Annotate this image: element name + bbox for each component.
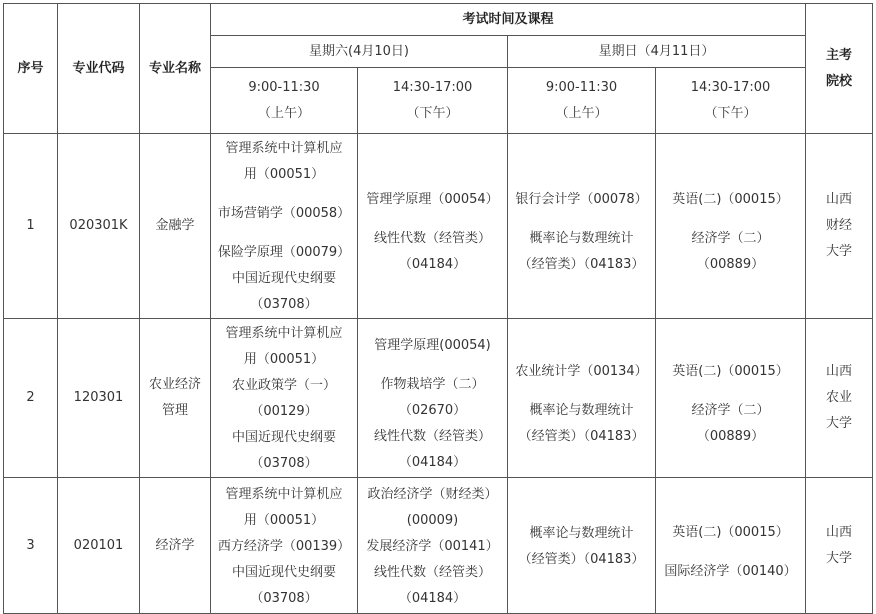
school-line: 大学 xyxy=(826,244,853,259)
school-line: 大学 xyxy=(826,416,853,431)
row-major-name xyxy=(140,134,211,319)
header-slot-sat-pm xyxy=(358,68,508,134)
school-line: 山西 xyxy=(826,364,853,379)
course-line: 管理系统中计算机应 xyxy=(225,326,343,341)
course-line: （04184） xyxy=(398,455,467,470)
header-day-sunday: 星期日（4月11日） xyxy=(508,36,806,68)
exam-schedule-table xyxy=(3,3,873,614)
cell-sun-am xyxy=(508,134,656,319)
course-line: 管理系统中计算机应 xyxy=(225,141,343,156)
cell-sat-am xyxy=(211,319,358,478)
course-line: （00129） xyxy=(250,404,318,419)
cell-sat-am xyxy=(211,478,358,614)
cell-sat-pm xyxy=(358,478,508,614)
course-line: （02670） xyxy=(398,403,467,418)
course-line: 农业政策学（一） xyxy=(231,378,336,393)
slot-period: （下午） xyxy=(406,105,459,121)
school-line: 财经 xyxy=(826,218,853,233)
header-school-line1: 主考 xyxy=(826,47,853,63)
row-major-name xyxy=(140,319,211,478)
course-line: 农业统计学（00134） xyxy=(515,364,648,379)
table-row xyxy=(4,319,873,478)
course-line: （经管类）（04183） xyxy=(518,257,645,272)
course-line: （03708） xyxy=(250,456,318,471)
course-line: 线性代数（经管类） xyxy=(373,429,491,444)
course-line: 中国近现代史纲要 xyxy=(231,271,336,286)
course-line: (00009) xyxy=(406,512,459,528)
course-line: 管理学原理(00054) xyxy=(374,338,491,353)
header-row-title xyxy=(4,4,873,36)
cell-school xyxy=(806,134,873,319)
major-name-line: 农业经济 xyxy=(148,377,201,392)
school-line: 农业 xyxy=(826,390,853,405)
course-line: 概率论与数理统计 xyxy=(529,525,634,541)
course-line: 用（00051） xyxy=(243,167,325,182)
cell-sun-pm xyxy=(656,478,806,614)
course-line: 线性代数（经管类） xyxy=(373,231,491,246)
header-day-saturday: 星期六(4月10日) xyxy=(211,36,508,68)
school-line: 山西 xyxy=(826,192,853,207)
course-line: 概率论与数理统计 xyxy=(529,231,634,246)
school-line: 山西 xyxy=(826,524,853,540)
header-major-name: 专业名称 xyxy=(140,4,211,134)
slot-period: （上午） xyxy=(555,105,608,121)
cell-sun-am xyxy=(508,478,656,614)
cell-school xyxy=(806,319,873,478)
slot-time: 14:30-17:00 xyxy=(392,79,473,95)
major-name-line: 管理 xyxy=(161,403,188,418)
cell-sun-pm xyxy=(656,134,806,319)
course-line: 政治经济学（财经类） xyxy=(367,486,498,502)
course-line: 保险学原理（00079） xyxy=(217,245,351,260)
course-line: 英语(二)（00015） xyxy=(672,364,789,379)
course-line: （经管类）（04183） xyxy=(518,551,645,567)
school-line: 大学 xyxy=(826,550,853,566)
row-major-code: 020301K xyxy=(58,134,140,319)
course-line: 概率论与数理统计 xyxy=(529,403,634,418)
course-line: 发展经济学（00141） xyxy=(366,538,499,554)
course-line: 英语(二)（00015） xyxy=(672,192,789,207)
course-line: 银行会计学（00078） xyxy=(515,192,648,207)
row-index: 1 xyxy=(4,134,58,319)
course-line: 中国近现代史纲要 xyxy=(231,564,336,580)
course-line: 管理系统中计算机应 xyxy=(225,486,343,502)
cell-school xyxy=(806,478,873,614)
course-line: 市场营销学（00058） xyxy=(217,206,351,221)
cell-sat-pm xyxy=(358,134,508,319)
course-line: 线性代数（经管类） xyxy=(373,564,491,580)
slot-time: 9:00-11:30 xyxy=(545,79,618,95)
course-line: （03708） xyxy=(250,297,318,312)
cell-sun-am xyxy=(508,319,656,478)
header-slot-sat-am xyxy=(211,68,358,134)
row-index: 3 xyxy=(4,478,58,614)
course-line: （00889） xyxy=(696,429,765,444)
row-major-code: 120301 xyxy=(58,319,140,478)
major-name-line: 金融学 xyxy=(155,218,195,233)
slot-time: 9:00-11:30 xyxy=(248,79,320,95)
header-exam-title: 考试时间及课程 xyxy=(211,4,806,36)
slot-time: 14:30-17:00 xyxy=(690,79,771,95)
course-line: 国际经济学（00140） xyxy=(664,563,797,579)
course-line: （04184） xyxy=(398,590,467,606)
row-index: 2 xyxy=(4,319,58,478)
course-line: 中国近现代史纲要 xyxy=(231,430,336,445)
row-major-code: 020101 xyxy=(58,478,140,614)
slot-period: （上午） xyxy=(257,105,310,121)
course-line: 用（00051） xyxy=(243,352,325,367)
course-line: 经济学（二） xyxy=(691,231,770,246)
course-line: 经济学（二） xyxy=(691,403,770,418)
course-line: 管理学原理（00054） xyxy=(366,192,499,207)
cell-sat-am xyxy=(211,134,358,319)
header-slot-sun-pm xyxy=(656,68,806,134)
course-line: （00889） xyxy=(696,257,765,272)
table-row xyxy=(4,134,873,319)
table-row xyxy=(4,478,873,614)
cell-sat-pm xyxy=(358,319,508,478)
header-school xyxy=(806,4,873,134)
header-major-code: 专业代码 xyxy=(58,4,140,134)
header-slot-sun-am xyxy=(508,68,656,134)
row-major-name xyxy=(140,478,211,614)
course-line: （04184） xyxy=(398,257,467,272)
course-line: 西方经济学（00139） xyxy=(217,538,351,554)
major-name-line: 经济学 xyxy=(155,537,195,553)
course-line: 英语(二)（00015） xyxy=(672,524,789,540)
header-school-line2: 院校 xyxy=(826,73,853,89)
slot-period: （下午） xyxy=(704,105,757,121)
course-line: （03708） xyxy=(250,590,318,606)
course-line: 作物栽培学（二） xyxy=(380,377,485,392)
course-line: 用（00051） xyxy=(243,512,325,528)
cell-sun-pm xyxy=(656,319,806,478)
course-line: （经管类）（04183） xyxy=(518,429,645,444)
header-index: 序号 xyxy=(4,4,58,134)
